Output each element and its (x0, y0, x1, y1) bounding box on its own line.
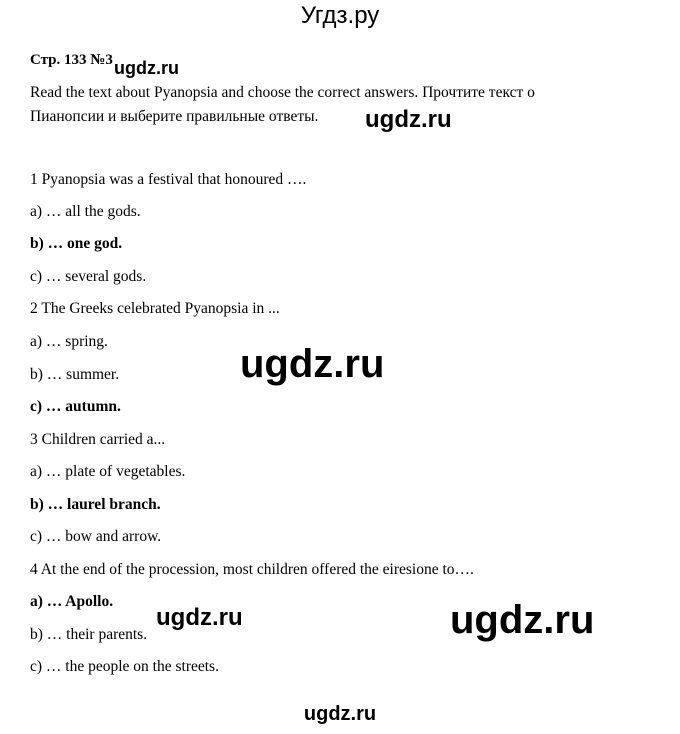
question-4-option-c: c) … the people on the streets. (30, 658, 219, 675)
question-4: 4 At the end of the procession, most children offered the eiresione to…. (30, 561, 474, 578)
watermark-apollo: ugdz.ru (156, 604, 243, 631)
question-1-option-a: a) … all the gods. (30, 203, 141, 220)
intro-line-1: Read the text about Pyanopsia and choose the correct answers. Прочтите текст о (30, 84, 535, 101)
question-1-option-b-correct: b) … one god. (30, 235, 123, 252)
watermark-intro: ugdz.ru (365, 106, 452, 133)
watermark-footer: ugdz.ru (303, 703, 377, 725)
question-2-option-c-correct: c) … autumn. (30, 398, 121, 415)
intro-line-2: Пианопсии и выберите правильные ответы. (30, 108, 319, 125)
watermark-center: ugdz.ru (240, 342, 385, 386)
question-2: 2 The Greeks celebrated Pyanopsia in ... (30, 300, 280, 317)
question-3-option-b-correct: b) … laurel branch. (30, 496, 161, 513)
question-1-option-c: c) … several gods. (30, 268, 147, 285)
question-4-option-b: b) … their parents. (30, 626, 148, 643)
question-4-option-a-correct: a) … Apollo. (30, 593, 114, 610)
watermark-right: ugdz.ru (450, 598, 595, 642)
question-1: 1 Pyanopsia was a festival that honoured …. (30, 171, 307, 188)
question-3-option-c: c) … bow and arrow. (30, 528, 162, 545)
watermark-heading: ugdz.ru (114, 58, 179, 78)
question-2-option-a: a) … spring. (30, 333, 108, 350)
question-3-option-a: a) … plate of vegetables. (30, 463, 186, 480)
site-title: Угдз.ру (300, 2, 380, 29)
question-3: 3 Children carried a... (30, 431, 166, 448)
question-2-option-b: b) … summer. (30, 366, 120, 383)
page-heading: Стр. 133 №3 (30, 52, 113, 68)
